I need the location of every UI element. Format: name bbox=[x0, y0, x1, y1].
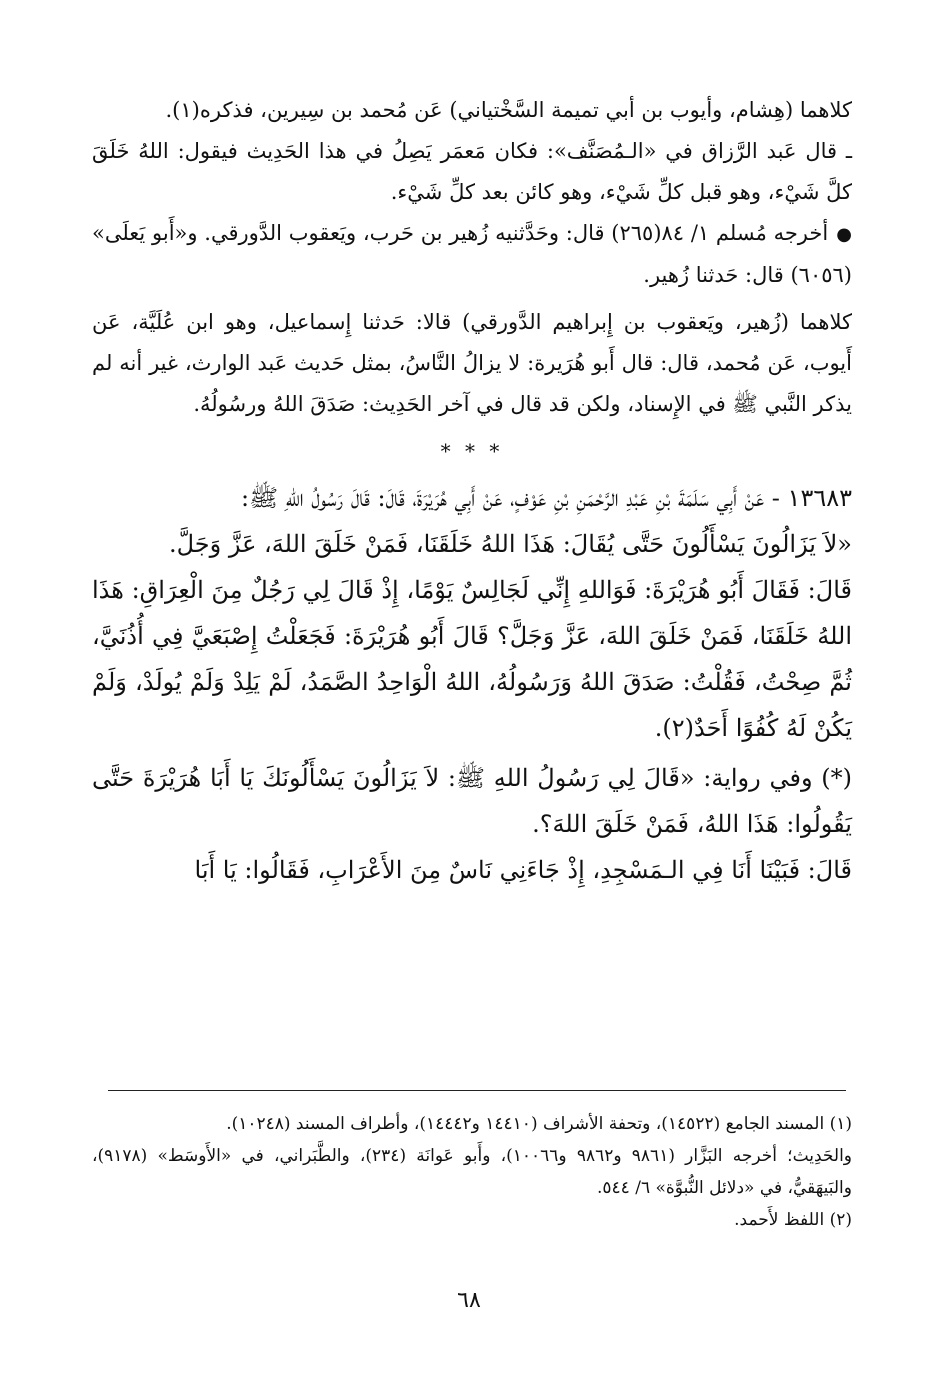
text-paragraph: كلاهما (هِشام، وأيوب بن أبي تميمة السَّخْتياني) عَن مُحمد بن سِيرين، فذكره(١). bbox=[165, 98, 852, 122]
footnote: والحَدِيث؛ أخرجه البَزَّار (٩٨٦١ و٩٨٦٢ و١٠٠٦٦)، وأَبو عَوانَة (٢٣٤)، والطَّبَراني، في «الأَوسَط» (٩١٧٨)، والبَيهَقيُّ، في «دلائل النُّبوَّة» ٦/ ٥٤٤. bbox=[92, 1146, 852, 1198]
main-text bbox=[92, 90, 852, 893]
text-paragraph: كلاهما (زُهير، ويَعقوب بن إِبراهيم الدَّورقي) قالا: حَدثنا إِسماعيل، وهو ابن عُلَيَّة، عَن أَيوب، عَن مُحمد، قال: قال أَبو هُرَيرة: لا يزالُ النَّاسُ، بمثل حَديث عَبد الوارث، غير أنه لم يذكر النَّبي ﷺ في الإِسناد، ولكن قد قال في آخر الحَدِيث: صَدَقَ اللهُ ورسُولُهُ. bbox=[92, 310, 852, 416]
hadith-text: قَالَ: فَقَالَ أَبُو هُرَيْرَةَ: فَوَاللهِ إِنِّي لَجَالِسٌ يَوْمًا، إِذْ قَالَ لِي رَجُلٌ مِنَ الْعِرَاقِ: هَذَا اللهُ خَلَقَنَا، فَمَنْ خَلَقَ اللهَ، عَزَّ وَجَلَّ؟ قَالَ أَبُو هُرَيْرَةَ: فَجَعَلْتُ إِصْبَعَيَّ فِي أُذُنَيَّ، ثُمَّ صِحْتُ، فَقُلْتُ: صَدَقَ اللهُ وَرَسُولُهُ، اللهُ الْوَاحِدُ الصَّمَدُ، لَمْ يَلِدْ وَلَمْ يُولَدْ، وَلَمْ يَكُنْ لَهُ كُفُوًا أَحَدٌ(٢). bbox=[92, 576, 852, 742]
hadith-text: «لاَ يَزَالُونَ يَسْأَلُونَ حَتَّى يُقَالَ: هَذَا اللهُ خَلَقَنَا، فَمَنْ خَلَقَ اللهَ، عَزَّ وَجَلَّ. bbox=[168, 530, 852, 558]
bullet-icon: ● bbox=[836, 224, 852, 245]
footnote: (١) المسند الجامع (١٤٥٢٢)، وتحفة الأشراف (١٤٤١٠ و١٤٤٤٢)، وأطراف المسند (١٠٢٤٨). bbox=[226, 1114, 852, 1134]
footnote-divider bbox=[108, 1090, 846, 1091]
page-number: ٦٨ bbox=[457, 1288, 481, 1313]
text-paragraph: ـ قال عَبد الرَّزاق في «الـمُصَنَّف»: فكان مَعمَر يَصِلُ في هذا الحَدِيث فيقول: اللهُ خَلَقَ كلَّ شَيْء، وهو قبل كلِّ شَيْء، وهو كائن بعد كلِّ شَيْء. bbox=[92, 139, 852, 204]
footnotes bbox=[92, 1108, 852, 1236]
hadith-text: قَالَ: فَبَيْنَا أَنَا فِي الـمَسْجِدِ، إِذْ جَاءَنِي نَاسٌ مِنَ الأَعْرَابِ، فَقَالُوا: يَا أَبَا bbox=[194, 856, 852, 884]
text-paragraph-content: أخرجه مُسلم ١/ ٨٤(٢٦٥) قال: وحَدَّثنيه زُهير بن حَرب، ويَعقوب الدَّورقي. و«أَبو يَعلَى» (٦٠٥٦) قال: حَدثنا زُهير. bbox=[92, 221, 852, 287]
hadith-heading: ١٣٦٨٣ - عَنْ أَبِي سَلَمَةَ بْنِ عَبْدِ الرَّحْمَنِ بْنِ عَوْفٍ، عَنْ أَبِي هُرَيْرَةَ، قَالَ: قَالَ رَسُولُ اللهِ ﷺ: bbox=[241, 484, 852, 512]
footnote: (٢) اللفظ لأَحمد. bbox=[734, 1210, 852, 1230]
hadith-variant: (*) وفي رواية: «قَالَ لِي رَسُولُ اللهِ ﷺ: لاَ يَزَالُونَ يَسْأَلُونَكَ يَا أَبَا هُرَيْرَةَ حَتَّى يَقُولُوا: هَذَا اللهُ، فَمَنْ خَلَقَ اللهَ؟. bbox=[92, 764, 852, 838]
text-paragraph bbox=[92, 213, 852, 296]
section-separator: * * * bbox=[440, 439, 504, 463]
